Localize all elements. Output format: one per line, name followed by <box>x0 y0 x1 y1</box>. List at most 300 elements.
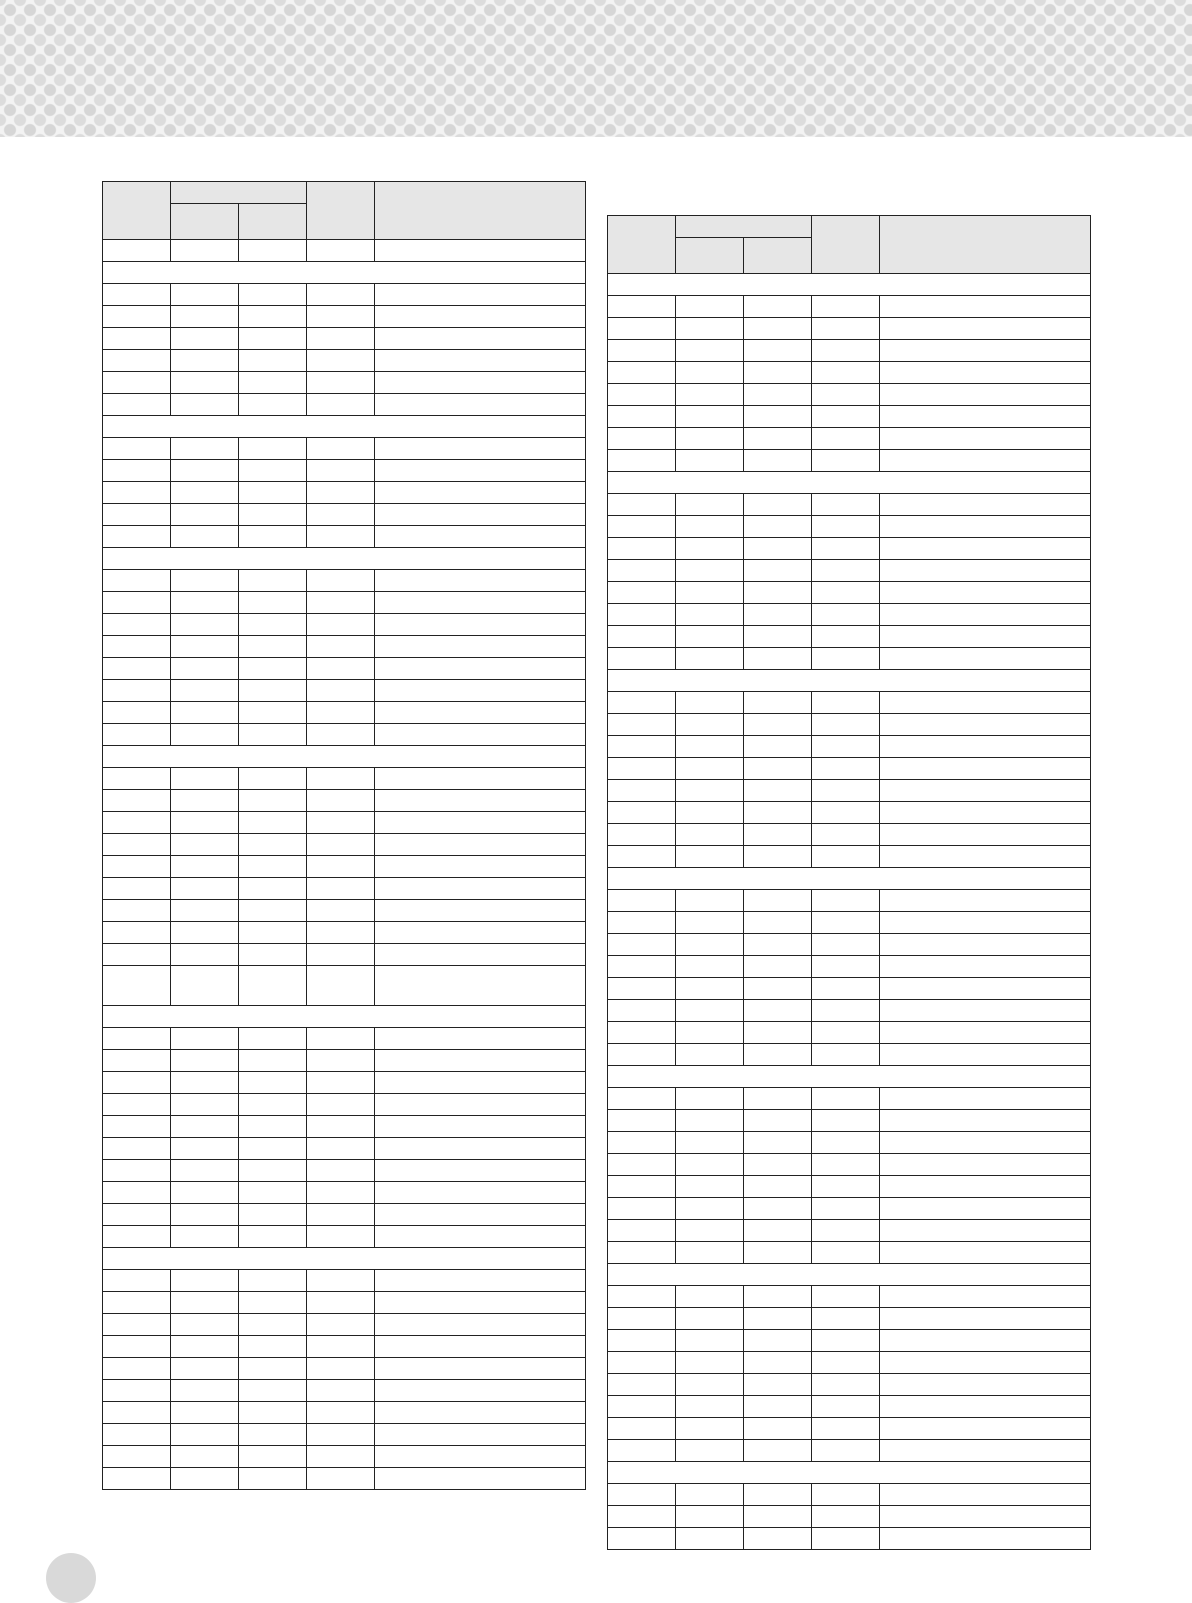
table-cell <box>171 1226 239 1248</box>
table-cell <box>676 736 744 758</box>
table-cell <box>307 812 375 834</box>
table-cell <box>103 1050 171 1072</box>
table-row <box>103 438 586 460</box>
table-cell <box>744 1198 812 1220</box>
header-cell <box>608 216 676 274</box>
table-cell <box>744 406 812 428</box>
table-row <box>103 240 586 262</box>
table-cell <box>239 702 307 724</box>
table-cell <box>880 780 1091 802</box>
table-cell <box>880 1418 1091 1440</box>
table-cell <box>239 658 307 680</box>
table-cell <box>171 922 239 944</box>
table-cell <box>307 460 375 482</box>
table-cell <box>744 1330 812 1352</box>
table-cell <box>676 1286 744 1308</box>
table-cell <box>608 648 676 670</box>
table-row <box>103 636 586 658</box>
table-cell <box>239 372 307 394</box>
table-cell <box>307 350 375 372</box>
table-cell <box>375 394 586 416</box>
table-cell <box>103 1072 171 1094</box>
table-cell <box>608 1308 676 1330</box>
table-cell <box>812 296 880 318</box>
table-cell <box>103 1446 171 1468</box>
table-row <box>103 834 586 856</box>
table-cell <box>676 318 744 340</box>
table-row <box>608 824 1091 846</box>
table-cell <box>812 934 880 956</box>
table-cell <box>880 318 1091 340</box>
table-cell <box>608 1528 676 1550</box>
table-cell <box>676 428 744 450</box>
table-row <box>608 714 1091 736</box>
table-cell <box>239 878 307 900</box>
table-cell <box>812 1374 880 1396</box>
table-cell <box>880 1000 1091 1022</box>
table-cell <box>676 1176 744 1198</box>
table-cell <box>171 1468 239 1490</box>
table-cell <box>171 482 239 504</box>
table-cell <box>307 1402 375 1424</box>
table-cell <box>812 384 880 406</box>
table-cell <box>676 802 744 824</box>
table-cell <box>744 296 812 318</box>
table-cell <box>375 438 586 460</box>
table-cell <box>103 460 171 482</box>
table-cell <box>171 284 239 306</box>
table-cell <box>375 284 586 306</box>
table-cell <box>608 538 676 560</box>
table-cell <box>880 1022 1091 1044</box>
header-subcell <box>171 204 239 240</box>
table-row <box>103 1270 586 1292</box>
table-cell <box>812 736 880 758</box>
table-cell <box>744 538 812 560</box>
table-cell <box>239 1138 307 1160</box>
table-cell <box>103 570 171 592</box>
table-cell <box>103 1226 171 1248</box>
table-cell <box>744 626 812 648</box>
table-row <box>608 1286 1091 1308</box>
table-cell <box>307 394 375 416</box>
table-cell <box>375 922 586 944</box>
table-cell <box>239 394 307 416</box>
table-cell <box>608 1396 676 1418</box>
table-cell <box>307 1116 375 1138</box>
table-cell <box>103 526 171 548</box>
table-cell <box>744 1528 812 1550</box>
table-cell <box>307 1138 375 1160</box>
table-cell <box>812 450 880 472</box>
table-row <box>103 812 586 834</box>
table-cell <box>744 1286 812 1308</box>
table-row <box>608 1242 1091 1264</box>
table-cell <box>239 1226 307 1248</box>
table-cell <box>239 1314 307 1336</box>
table-row <box>608 1352 1091 1374</box>
table-section-row <box>608 1264 1091 1286</box>
table-cell <box>676 692 744 714</box>
table-cell <box>744 1396 812 1418</box>
table-cell <box>812 1440 880 1462</box>
table-cell <box>307 790 375 812</box>
table-row <box>103 944 586 966</box>
table-cell <box>608 1242 676 1264</box>
table-cell <box>812 890 880 912</box>
table-cell <box>171 1358 239 1380</box>
table-cell <box>744 1176 812 1198</box>
table-cell <box>375 240 586 262</box>
table-cell <box>744 1000 812 1022</box>
table-cell <box>608 1440 676 1462</box>
table-section-row <box>103 548 586 570</box>
table-cell <box>608 1374 676 1396</box>
table-cell <box>171 768 239 790</box>
table-cell <box>307 482 375 504</box>
table-cell <box>307 592 375 614</box>
table-cell <box>676 1198 744 1220</box>
table-row <box>608 1484 1091 1506</box>
table-cell <box>880 714 1091 736</box>
table-cell <box>812 1044 880 1066</box>
table-cell <box>812 956 880 978</box>
table-cell <box>307 1160 375 1182</box>
table-cell <box>103 1182 171 1204</box>
table-row <box>103 372 586 394</box>
table-cell <box>608 428 676 450</box>
table-row <box>608 934 1091 956</box>
table-cell <box>608 296 676 318</box>
table-cell <box>744 648 812 670</box>
table-row <box>608 1110 1091 1132</box>
table-row <box>608 362 1091 384</box>
table-cell <box>744 1154 812 1176</box>
table-row <box>608 450 1091 472</box>
table-cell <box>608 780 676 802</box>
table-row <box>608 1440 1091 1462</box>
table-cell <box>880 604 1091 626</box>
table-cell <box>676 824 744 846</box>
table-cell <box>608 494 676 516</box>
table-cell <box>880 1132 1091 1154</box>
table-cell <box>171 504 239 526</box>
table-cell <box>375 724 586 746</box>
table-cell <box>307 900 375 922</box>
table-cell <box>608 934 676 956</box>
table-cell <box>103 1468 171 1490</box>
table-cell <box>676 560 744 582</box>
table-cell <box>307 856 375 878</box>
table-row <box>103 1402 586 1424</box>
table-cell <box>880 1484 1091 1506</box>
table-cell <box>744 692 812 714</box>
table-cell <box>676 1440 744 1462</box>
table-cell <box>375 350 586 372</box>
table-cell <box>812 626 880 648</box>
table-cell <box>307 504 375 526</box>
table-cell <box>676 1088 744 1110</box>
table-cell <box>307 570 375 592</box>
table-cell <box>171 592 239 614</box>
table-cell <box>103 768 171 790</box>
table-cell <box>676 890 744 912</box>
table-row <box>103 878 586 900</box>
table-cell <box>676 1396 744 1418</box>
table-cell <box>171 526 239 548</box>
table-cell <box>375 812 586 834</box>
table-cell <box>307 768 375 790</box>
table-row <box>103 1050 586 1072</box>
table-cell <box>375 636 586 658</box>
table-row <box>608 494 1091 516</box>
table-cell <box>171 1270 239 1292</box>
table-row <box>103 768 586 790</box>
table-cell <box>880 1286 1091 1308</box>
table-cell <box>676 1374 744 1396</box>
table-cell <box>880 516 1091 538</box>
table-cell <box>880 406 1091 428</box>
table-cell <box>375 526 586 548</box>
table-cell <box>812 846 880 868</box>
table-cell <box>608 758 676 780</box>
table-cell <box>171 1182 239 1204</box>
table-cell <box>239 1182 307 1204</box>
table-cell <box>744 362 812 384</box>
table-cell <box>812 1308 880 1330</box>
table-cell <box>608 978 676 1000</box>
table-cell <box>880 1220 1091 1242</box>
table-cell <box>103 482 171 504</box>
table-cell <box>676 582 744 604</box>
header-subcell <box>744 238 812 274</box>
table-cell <box>239 1028 307 1050</box>
section-cell <box>608 670 1091 692</box>
table-cell <box>812 1176 880 1198</box>
section-cell <box>608 274 1091 296</box>
table-cell <box>103 284 171 306</box>
table-cell <box>812 1154 880 1176</box>
table-cell <box>608 802 676 824</box>
table-cell <box>676 758 744 780</box>
table-row <box>103 306 586 328</box>
table-cell <box>103 1028 171 1050</box>
table-cell <box>744 758 812 780</box>
table-cell <box>812 824 880 846</box>
table-row <box>608 428 1091 450</box>
table-cell <box>608 714 676 736</box>
table-row <box>103 900 586 922</box>
table-cell <box>103 790 171 812</box>
table-cell <box>307 1094 375 1116</box>
table-cell <box>812 1132 880 1154</box>
table-row <box>103 1094 586 1116</box>
table-cell <box>880 1308 1091 1330</box>
table-cell <box>744 1022 812 1044</box>
table-cell <box>171 1138 239 1160</box>
section-cell <box>608 472 1091 494</box>
table-cell <box>880 296 1091 318</box>
table-cell <box>239 1116 307 1138</box>
table-cell <box>375 1116 586 1138</box>
table-row <box>103 1072 586 1094</box>
table-cell <box>676 1154 744 1176</box>
table-cell <box>744 318 812 340</box>
table-row <box>103 328 586 350</box>
table-cell <box>239 944 307 966</box>
table-cell <box>676 362 744 384</box>
table-row <box>608 692 1091 714</box>
table-cell <box>239 438 307 460</box>
table-row <box>608 758 1091 780</box>
table-cell <box>171 570 239 592</box>
table-cell <box>880 1440 1091 1462</box>
table-cell <box>608 318 676 340</box>
table-cell <box>880 384 1091 406</box>
table-cell <box>375 504 586 526</box>
section-cell <box>103 1248 586 1270</box>
table-cell <box>171 702 239 724</box>
table-cell <box>676 1308 744 1330</box>
table-cell <box>880 1330 1091 1352</box>
table-cell <box>744 1242 812 1264</box>
table-cell <box>812 318 880 340</box>
table-cell <box>307 1072 375 1094</box>
table-cell <box>744 428 812 450</box>
table-row <box>103 1380 586 1402</box>
table-cell <box>171 856 239 878</box>
section-cell <box>103 746 586 768</box>
table-row <box>608 956 1091 978</box>
table-cell <box>239 592 307 614</box>
table-cell <box>608 1044 676 1066</box>
table-cell <box>239 1402 307 1424</box>
table-row <box>103 1028 586 1050</box>
table-cell <box>307 284 375 306</box>
table-cell <box>307 922 375 944</box>
table-cell <box>239 328 307 350</box>
table-row <box>103 856 586 878</box>
table-row <box>608 582 1091 604</box>
table-cell <box>239 504 307 526</box>
table-cell <box>239 724 307 746</box>
table-row <box>608 1330 1091 1352</box>
table-row <box>608 538 1091 560</box>
table-cell <box>744 340 812 362</box>
table-cell <box>608 956 676 978</box>
table-cell <box>744 516 812 538</box>
table-cell <box>171 1116 239 1138</box>
table-cell <box>307 1204 375 1226</box>
table-cell <box>744 1352 812 1374</box>
header-cell <box>880 216 1091 274</box>
table-cell <box>812 780 880 802</box>
table-cell <box>307 1314 375 1336</box>
table-cell <box>744 582 812 604</box>
table-cell <box>812 538 880 560</box>
table-cell <box>239 636 307 658</box>
table-row <box>103 1204 586 1226</box>
data-table-left <box>102 181 586 1490</box>
table-cell <box>812 406 880 428</box>
table-cell <box>375 482 586 504</box>
table-cell <box>307 1446 375 1468</box>
table-row <box>608 516 1091 538</box>
table-cell <box>103 1402 171 1424</box>
table-row <box>608 802 1091 824</box>
table-cell <box>239 570 307 592</box>
table-cell <box>608 1418 676 1440</box>
table-cell <box>812 1506 880 1528</box>
table-cell <box>307 328 375 350</box>
table-row <box>103 1468 586 1490</box>
table-cell <box>676 494 744 516</box>
table-cell <box>239 790 307 812</box>
table-row <box>103 504 586 526</box>
table-cell <box>608 824 676 846</box>
table-cell <box>676 538 744 560</box>
header-cell <box>375 182 586 240</box>
table-cell <box>812 1198 880 1220</box>
table-cell <box>880 626 1091 648</box>
table-cell <box>307 614 375 636</box>
table-cell <box>171 1314 239 1336</box>
table-cell <box>171 1204 239 1226</box>
table-cell <box>676 1000 744 1022</box>
table-cell <box>880 934 1091 956</box>
table-row <box>608 1308 1091 1330</box>
table-cell <box>608 1484 676 1506</box>
table-cell <box>171 240 239 262</box>
table-cell <box>239 1270 307 1292</box>
table-cell <box>171 878 239 900</box>
table-row <box>608 890 1091 912</box>
table-row <box>103 482 586 504</box>
table-cell <box>608 560 676 582</box>
table-cell <box>744 1484 812 1506</box>
table-section-row <box>103 746 586 768</box>
table-row <box>103 460 586 482</box>
table-cell <box>171 1028 239 1050</box>
table-cell <box>880 890 1091 912</box>
table-cell <box>171 1424 239 1446</box>
table-cell <box>239 1358 307 1380</box>
table-cell <box>880 846 1091 868</box>
table-cell <box>812 1000 880 1022</box>
table-cell <box>880 494 1091 516</box>
table-cell <box>103 944 171 966</box>
table-cell <box>812 714 880 736</box>
table-cell <box>239 1094 307 1116</box>
table-cell <box>375 1028 586 1050</box>
table-cell <box>880 1154 1091 1176</box>
table-row <box>103 966 586 1006</box>
table-cell <box>608 1176 676 1198</box>
table-body <box>608 274 1091 1550</box>
table-cell <box>676 450 744 472</box>
table-cell <box>103 702 171 724</box>
table-cell <box>812 802 880 824</box>
table-cell <box>608 1132 676 1154</box>
table-cell <box>880 956 1091 978</box>
table-cell <box>103 1160 171 1182</box>
table-cell <box>239 1204 307 1226</box>
table-cell <box>880 1242 1091 1264</box>
table-row <box>103 702 586 724</box>
table-cell <box>375 790 586 812</box>
table-cell <box>880 1352 1091 1374</box>
table-cell <box>880 450 1091 472</box>
